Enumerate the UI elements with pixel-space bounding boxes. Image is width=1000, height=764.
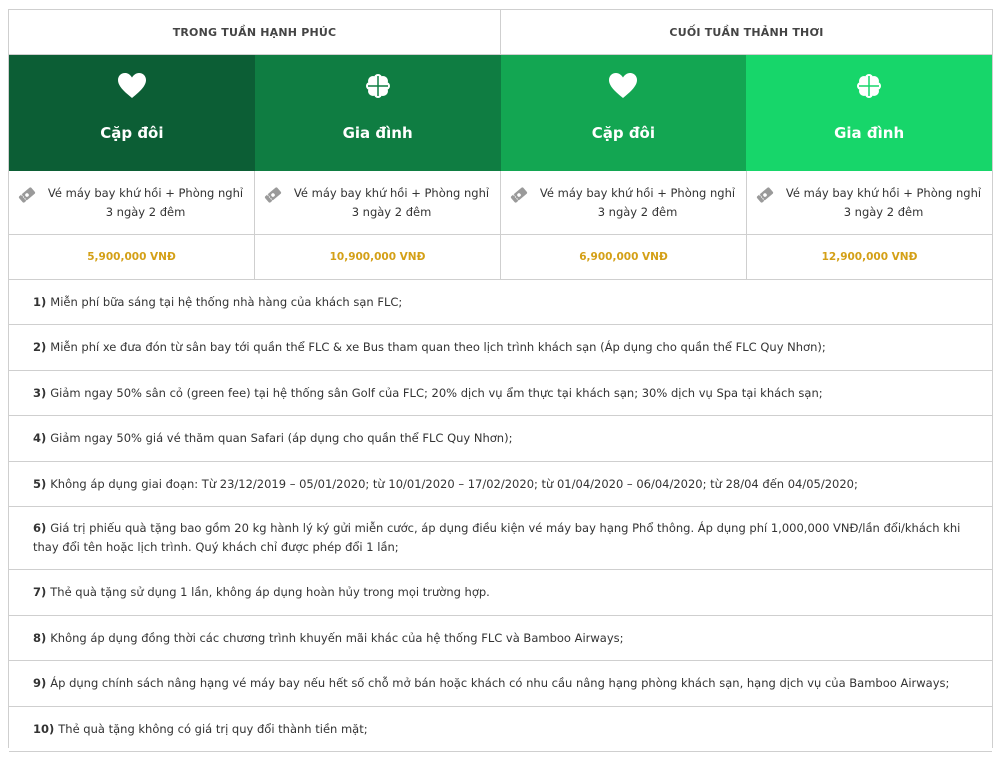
term-number: 5): [33, 476, 47, 491]
package-desc: Vé máy bay khứ hồi + Phòng nghỉ 3 ngày 2 đêm: [293, 185, 490, 219]
package-name: Cặp đôi: [591, 124, 656, 142]
term-item: [9, 371, 992, 416]
package-name: Cặp đôi: [100, 124, 164, 142]
term-item: [9, 325, 992, 371]
package-desc: Vé máy bay khứ hồi + Phòng nghỉ 3 ngày 2 đêm: [539, 185, 736, 219]
package-desc: Vé máy bay khứ hồi + Phòng nghỉ 3 ngày 2 đêm: [47, 185, 244, 219]
package-price: 10,900,000 VNĐ: [254, 235, 500, 279]
term-text: Không áp dụng đồng thời các chương trình khuyến mãi khác của hệ thống FLC và Bamboo Airways;: [50, 630, 624, 645]
package-name: Gia đình: [834, 124, 905, 142]
package-prices: [9, 235, 992, 280]
term-number: 4): [33, 431, 47, 445]
package-tile-couple-weekend[interactable]: [501, 55, 747, 171]
package-desc-cell: [254, 171, 500, 234]
ticket-icon: [755, 185, 777, 209]
package-price: 6,900,000 VNĐ: [500, 235, 746, 279]
package-tiles: [9, 55, 992, 171]
heart-icon: [118, 72, 146, 100]
package-tile-family-weekday[interactable]: [255, 55, 501, 171]
term-item: [9, 616, 992, 661]
package-descriptions: [9, 171, 992, 235]
term-number: 2): [33, 340, 47, 354]
package-price: 12,900,000 VNĐ: [746, 235, 992, 279]
term-number: 8): [33, 630, 47, 645]
ticket-icon: [509, 185, 531, 209]
package-desc-cell: [746, 171, 992, 234]
term-number: 1): [33, 294, 47, 309]
term-number: 3): [33, 385, 47, 400]
ticket-icon: [263, 185, 285, 209]
header-weekend: CUỐI TUẦN THẢNH THƠI: [500, 10, 992, 54]
term-text: Miễn phí xe đưa đón từ sân bay tới quần thể FLC & xe Bus tham quan theo lịch trình khách sạn (Áp dụng cho quần thể FLC Quy Nhơn);: [50, 340, 826, 354]
pricing-table: [8, 9, 993, 748]
term-text: Giảm ngay 50% sân cỏ (green fee) tại hệ thống sân Golf của FLC; 20% dịch vụ ẩm thực tại khách sạn; 30% dịch vụ Spa tại khách sạn;: [50, 385, 823, 400]
terms-list: [9, 280, 992, 752]
header-row: [9, 10, 992, 55]
package-tile-family-weekend[interactable]: [746, 55, 992, 171]
term-item: [9, 416, 992, 462]
term-text: Áp dụng chính sách nâng hạng vé máy bay nếu hết số chỗ mở bán hoặc khách có nhu cầu nâng hạng phòng khách sạn, hạng dịch vụ của Bamboo Airways;: [50, 676, 950, 690]
heart-icon: [609, 72, 637, 100]
term-item: [9, 462, 992, 507]
term-item: [9, 280, 992, 325]
clover-icon: [855, 72, 883, 100]
term-item: [9, 707, 992, 752]
term-number: 7): [33, 585, 47, 599]
term-text: Thẻ quà tặng sử dụng 1 lần, không áp dụng hoàn hủy trong mọi trường hợp.: [50, 585, 490, 599]
term-text: Không áp dụng giai đoạn: Từ 23/12/2019 – 05/01/2020; từ 10/01/2020 – 17/02/2020; từ 01/04/2020 – 06/04/2020; từ 28/04 đến 04/05/2020;: [50, 476, 858, 491]
term-number: 10): [33, 721, 55, 736]
clover-icon: [364, 72, 392, 100]
package-name: Gia đình: [342, 124, 413, 142]
term-text: Miễn phí bữa sáng tại hệ thống nhà hàng của khách sạn FLC;: [50, 294, 403, 309]
package-desc-cell: [9, 171, 254, 234]
ticket-icon: [17, 185, 39, 209]
package-desc: Vé máy bay khứ hồi + Phòng nghỉ 3 ngày 2 đêm: [785, 185, 982, 219]
term-text: Giảm ngay 50% giá vé thăm quan Safari (áp dụng cho quần thể FLC Quy Nhơn);: [50, 431, 513, 445]
package-desc-cell: [500, 171, 746, 234]
package-price: 5,900,000 VNĐ: [87, 251, 176, 263]
package-tile-couple-weekday[interactable]: [9, 55, 255, 171]
term-item: [9, 507, 992, 570]
term-text: Thẻ quà tặng không có giá trị quy đổi thành tiền mặt;: [58, 721, 368, 736]
term-number: 6): [33, 521, 47, 535]
term-item: [9, 661, 992, 707]
term-text: Giá trị phiếu quà tặng bao gồm 20 kg hành lý ký gửi miễn cước, áp dụng điều kiện vé máy bay hạng Phổ thông. Áp dụng phí 1,000,000 VNĐ/lần đổi/khách khi thay đổi tên hoặc lịch trình. Quý khách chỉ được phép đổi 1 lần;: [33, 521, 961, 554]
term-number: 9): [33, 676, 47, 690]
term-item: [9, 570, 992, 616]
header-weekday: TRONG TUẦN HẠNH PHÚC: [172, 25, 337, 39]
